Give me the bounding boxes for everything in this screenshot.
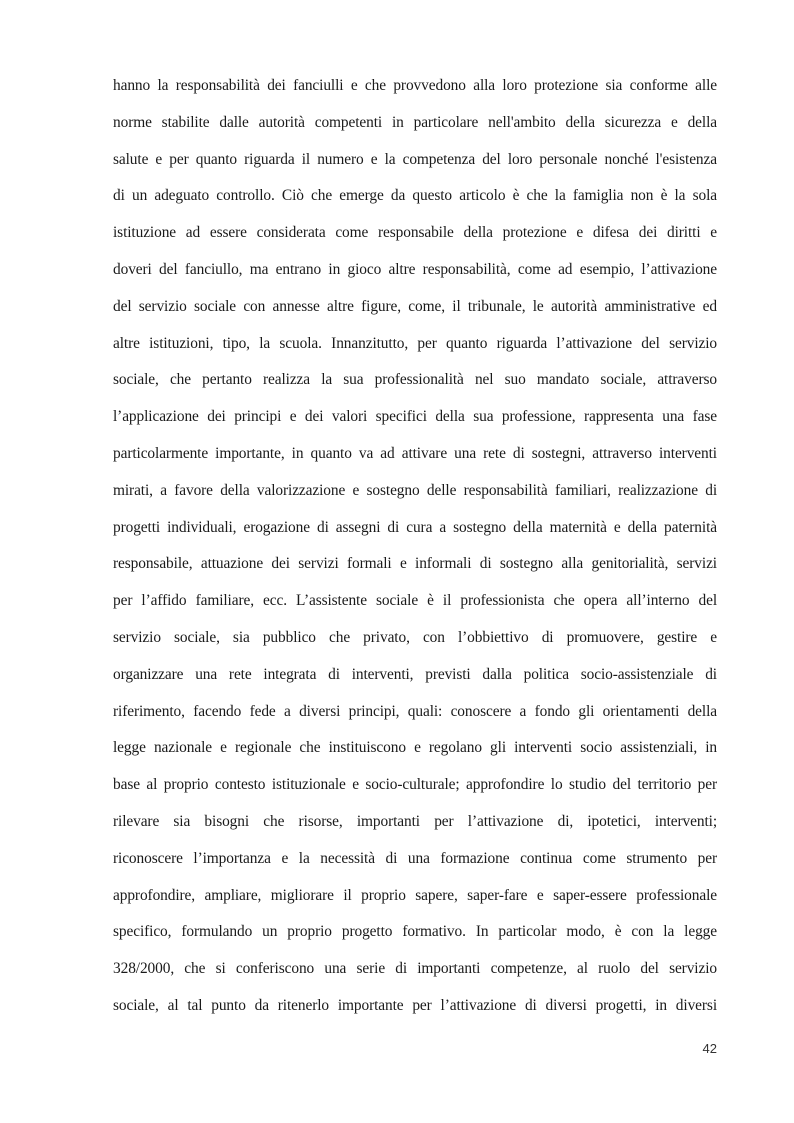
text-line: organizzare una rete integrata di interventi, previsti dalla politica socio-assistenziale di	[113, 665, 717, 683]
text-line: del servizio sociale con annesse altre figure, come, il tribunale, le autorità amministrative ed	[113, 297, 717, 315]
text-line: doveri del fanciullo, ma entrano in gioco altre responsabilità, come ad esempio, l’attivazione	[113, 260, 717, 278]
text-line: di un adeguato controllo. Ciò che emerge da questo articolo è che la famiglia non è la sola	[113, 187, 717, 205]
text-line: salute e per quanto riguarda il numero e la competenza del loro personale nonché l'esistenza	[113, 150, 717, 168]
body-text	[113, 72, 717, 1029]
text-line: sociale, al tal punto da ritenerlo importante per l’attivazione di diversi progetti, in diversi	[113, 996, 717, 1014]
text-line: istituzione ad essere considerata come responsabile della protezione e difesa dei diritti e	[113, 224, 717, 242]
text-line: riferimento, facendo fede a diversi principi, quali: conoscere a fondo gli orientamenti della	[113, 702, 717, 720]
text-line: norme stabilite dalle autorità competenti in particolare nell'ambito della sicurezza e della	[113, 113, 717, 131]
text-line: responsabile, attuazione dei servizi formali e informali di sostegno alla genitorialità, servizi	[113, 555, 717, 573]
text-line: approfondire, ampliare, migliorare il proprio sapere, saper-fare e saper-essere professionale	[113, 886, 717, 904]
text-line: altre istituzioni, tipo, la scuola. Innanzitutto, per quanto riguarda l’attivazione del servizio	[113, 334, 717, 352]
text-line: riconoscere l’importanza e la necessità di una formazione continua come strumento per	[113, 849, 717, 867]
text-line: servizio sociale, sia pubblico che privato, con l’obbiettivo di promuovere, gestire e	[113, 628, 717, 646]
text-line: sociale, che pertanto realizza la sua professionalità nel suo mandato sociale, attraverso	[113, 371, 717, 389]
text-line: legge nazionale e regionale che instituiscono e regolano gli interventi socio assistenziali, in	[113, 739, 717, 757]
page-number: 42	[702, 1041, 717, 1056]
text-line: mirati, a favore della valorizzazione e sostegno delle responsabilità familiari, realizzazione di	[113, 481, 717, 499]
text-line: l’applicazione dei principi e dei valori specifici della sua professione, rappresenta una fase	[113, 408, 717, 426]
text-line: specifico, formulando un proprio progetto formativo. In particolar modo, è con la legge	[113, 923, 717, 941]
text-line: 328/2000, che si conferiscono una serie di importanti competenze, al ruolo del servizio	[113, 960, 717, 978]
text-line: progetti individuali, erogazione di assegni di cura a sostegno della maternità e della paternità	[113, 518, 717, 536]
text-line: hanno la responsabilità dei fanciulli e che provvedono alla loro protezione sia conforme alle	[113, 77, 717, 94]
text-line: particolarmente importante, in quanto va ad attivare una rete di sostegni, attraverso interventi	[113, 444, 717, 462]
text-line: base al proprio contesto istituzionale e socio-culturale; approfondire lo studio del territorio per	[113, 776, 717, 794]
text-line: rilevare sia bisogni che risorse, importanti per l’attivazione di, ipotetici, interventi;	[113, 812, 717, 830]
text-line: per l’affido familiare, ecc. L’assistente sociale è il professionista che opera all’interno del	[113, 592, 717, 610]
